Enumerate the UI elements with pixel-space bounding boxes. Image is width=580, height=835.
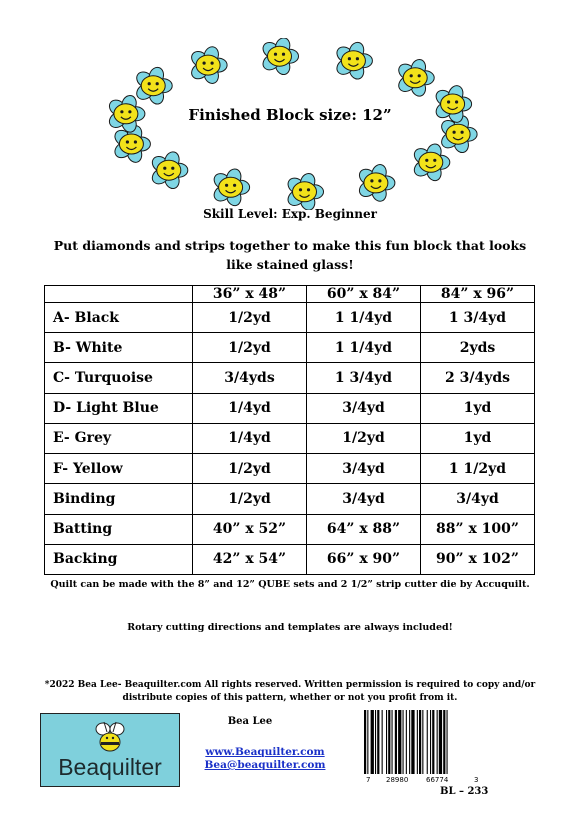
fabric-amount: 1/4yd — [193, 423, 307, 453]
fabric-label: D- Light Blue — [45, 393, 193, 423]
barcode-bar — [430, 710, 431, 774]
fabric-amount: 1/4yd — [193, 393, 307, 423]
barcode-bar — [417, 710, 418, 774]
fabric-requirements-table — [44, 285, 535, 575]
bee-flower-icon — [334, 40, 372, 80]
intro-text: Put diamonds and strips together to make this fun block that looks like stained glass! — [53, 238, 527, 272]
bee-flower-icon — [396, 58, 434, 98]
barcode-bar — [409, 710, 410, 774]
bee-flower-icon — [134, 65, 172, 105]
barcode-bar — [388, 710, 390, 774]
fabric-label: Batting — [45, 514, 193, 544]
barcode — [362, 710, 482, 784]
table-row — [45, 333, 535, 363]
fabric-label: F- Yellow — [45, 454, 193, 484]
block-size-title: Finished Block size: 12” — [188, 106, 392, 124]
bee-flower-icon — [149, 150, 187, 190]
fabric-amount: 1 3/4yd — [421, 303, 535, 333]
rotary-note: Rotary cutting directions and templates are always included! — [127, 622, 453, 633]
bee-flower-icon — [211, 167, 249, 207]
bee-wreath — [100, 38, 485, 210]
copyright-notice: *2022 Bea Lee- Beaquilter.com All rights reserved. Written permission is required to copy and/or distribute copies of this pattern, whether or not you profit from it. — [44, 680, 536, 703]
barcode-bar — [403, 710, 404, 774]
bee-flower-icon — [356, 163, 394, 203]
fabric-amount: 1yd — [421, 393, 535, 423]
fabric-amount: 1/2yd — [307, 423, 421, 453]
fabric-amount: 90” x 102” — [421, 544, 535, 574]
fabric-label: A- Black — [45, 303, 193, 333]
author-name: Bea Lee — [227, 716, 273, 727]
barcode-bar — [375, 710, 376, 774]
bee-flower-icon — [260, 38, 298, 76]
bee-flower-icon — [189, 45, 227, 85]
website-link[interactable]: www.Beaquilter.com — [205, 746, 325, 758]
fabric-amount: 64” x 88” — [307, 514, 421, 544]
fabric-amount: 66” x 90” — [307, 544, 421, 574]
bee-logo-icon — [93, 718, 127, 754]
barcode-digit: 66774 — [426, 776, 449, 784]
barcode-bar — [411, 710, 414, 774]
barcode-bar — [427, 710, 428, 774]
barcode-bar — [367, 710, 368, 774]
qube-note: Quilt can be made with the 8” and 12” QUBE sets and 2 1/2” strip cutter die by Accuquilt. — [50, 579, 530, 590]
barcode-digit: 3 — [474, 776, 479, 784]
fabric-amount: 88” x 100” — [421, 514, 535, 544]
table-row — [45, 484, 535, 514]
fabric-amount: 2yds — [421, 333, 535, 363]
barcode-bar — [432, 710, 434, 774]
barcode-bar — [447, 710, 448, 774]
logo-text: Beaquilter — [58, 754, 162, 780]
barcode-bar — [439, 710, 442, 774]
table-row — [45, 454, 535, 484]
fabric-amount: 1 1/4yd — [307, 333, 421, 363]
email-link[interactable]: Bea@beaquilter.com — [204, 759, 326, 771]
fabric-amount: 1yd — [421, 423, 535, 453]
barcode-bar — [443, 710, 445, 774]
fabric-amount: 2 3/4yds — [421, 363, 535, 393]
fabric-amount: 1 3/4yd — [307, 363, 421, 393]
table-row — [45, 363, 535, 393]
fabric-amount: 3/4yd — [421, 484, 535, 514]
table-row — [45, 393, 535, 423]
barcode-bar — [406, 710, 407, 774]
fabric-amount: 1/2yd — [193, 484, 307, 514]
header-cell: 60” x 84” — [307, 286, 421, 303]
fabric-amount: 3/4yd — [307, 484, 421, 514]
fabric-amount: 1/2yd — [193, 333, 307, 363]
table-row — [45, 514, 535, 544]
header-cell: 84” x 96” — [421, 286, 535, 303]
header-cell — [45, 286, 193, 303]
barcode-bar — [422, 710, 423, 774]
table-header-row — [45, 286, 535, 303]
fabric-amount: 3/4yd — [307, 393, 421, 423]
fabric-amount: 1/2yd — [193, 303, 307, 333]
beaquilter-logo — [40, 713, 180, 787]
barcode-digit: 7 — [366, 776, 371, 784]
barcode-bar — [382, 710, 383, 774]
fabric-label: C- Turquoise — [45, 363, 193, 393]
fabric-label: E- Grey — [45, 423, 193, 453]
barcode-bar — [398, 710, 401, 774]
table-row — [45, 303, 535, 333]
barcode-bar — [392, 710, 393, 774]
fabric-label: Binding — [45, 484, 193, 514]
barcode-bar — [371, 710, 374, 774]
barcode-bar — [395, 710, 397, 774]
barcode-bar — [437, 710, 438, 774]
barcode-digit: 28980 — [386, 776, 409, 784]
skill-level: Skill Level: Exp. Beginner — [203, 207, 377, 221]
barcode-bar — [377, 710, 379, 774]
fabric-amount: 1 1/4yd — [307, 303, 421, 333]
barcode-bar — [364, 710, 366, 774]
bee-flower-icon — [411, 142, 449, 182]
header-cell: 36” x 48” — [193, 286, 307, 303]
fabric-amount: 1 1/2yd — [421, 454, 535, 484]
fabric-label: Backing — [45, 544, 193, 574]
fabric-amount: 40” x 52” — [193, 514, 307, 544]
fabric-amount: 1/2yd — [193, 454, 307, 484]
pattern-code: BL – 233 — [440, 786, 489, 797]
bee-flower-icon — [285, 172, 323, 210]
barcode-bar — [419, 710, 421, 774]
fabric-amount: 3/4yds — [193, 363, 307, 393]
fabric-label: B- White — [45, 333, 193, 363]
fabric-amount: 3/4yd — [307, 454, 421, 484]
barcode-bar — [386, 710, 387, 774]
fabric-amount: 42” x 54” — [193, 544, 307, 574]
table-row — [45, 423, 535, 453]
table-row — [45, 544, 535, 574]
